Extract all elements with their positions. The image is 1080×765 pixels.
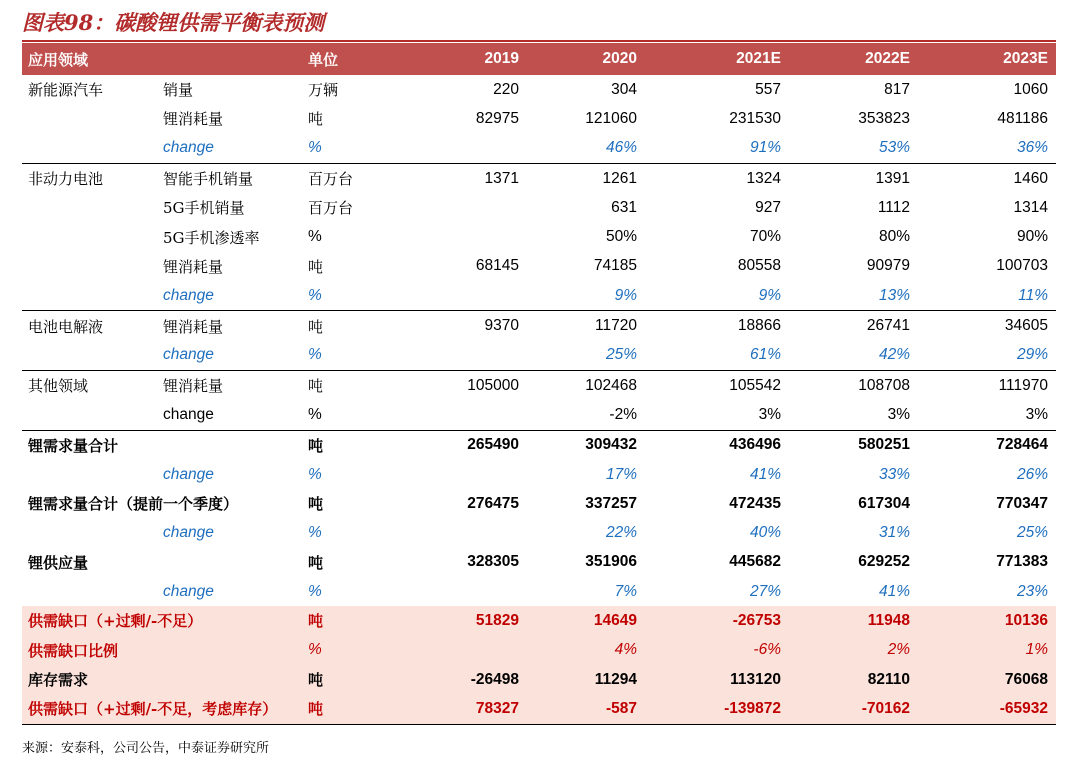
row-group-label xyxy=(22,518,157,547)
row-value: 276475 xyxy=(467,494,519,512)
row-value: 7% xyxy=(614,582,637,600)
row-unit: % xyxy=(308,582,322,600)
row-item-label: change xyxy=(163,524,214,542)
title-rule xyxy=(22,40,1056,42)
row-value: 1261 xyxy=(527,163,645,193)
row-value: 11294 xyxy=(527,665,645,694)
row-unit: 吨 xyxy=(302,430,395,460)
row-value: 2% xyxy=(789,636,918,665)
row-item-label: 智能手机销量 xyxy=(157,163,302,193)
row-item-label: 锂消耗量 xyxy=(163,257,224,276)
row-item-label: 锂消耗量 xyxy=(163,110,224,129)
row-value: 328305 xyxy=(467,553,519,571)
row-item-label: change xyxy=(163,405,214,423)
row-item-label: 销量 xyxy=(163,81,194,100)
row-value: 34605 xyxy=(918,311,1056,341)
row-value: 80% xyxy=(878,228,910,246)
row-unit: % xyxy=(308,286,322,304)
row-value: 22% xyxy=(605,524,637,542)
table-row xyxy=(22,548,1056,577)
row-value: 1371 xyxy=(395,163,527,193)
table-row xyxy=(22,104,1056,133)
header-unit: 单位 xyxy=(302,43,395,75)
row-value: 74185 xyxy=(593,257,637,275)
row-item-label: 5G手机渗透率 xyxy=(163,228,260,247)
row-value: 70% xyxy=(749,228,781,246)
row-unit: % xyxy=(308,465,322,483)
table-row xyxy=(22,430,1056,460)
table-row xyxy=(22,311,1056,341)
row-value: 351906 xyxy=(585,553,637,571)
row-value: 220 xyxy=(493,80,519,98)
row-value: 11% xyxy=(1018,286,1048,304)
row-unit: 百万台 xyxy=(308,199,354,218)
row-value: 61% xyxy=(749,346,781,364)
row-value: 90979 xyxy=(866,257,910,275)
row-unit: 吨 xyxy=(308,110,324,129)
row-value: 13% xyxy=(878,286,910,304)
row-value: 11948 xyxy=(789,606,918,635)
row-value: 1460 xyxy=(918,163,1056,193)
row-group-label xyxy=(22,104,157,133)
row-unit: 万辆 xyxy=(308,81,339,100)
table-row xyxy=(22,518,1056,547)
row-value: 41% xyxy=(749,465,781,483)
table-row xyxy=(22,606,1056,635)
row-value: 53% xyxy=(878,139,910,157)
row-unit: 吨 xyxy=(302,665,395,694)
table-row xyxy=(22,694,1056,724)
row-value: 76068 xyxy=(918,665,1056,694)
row-group-label xyxy=(22,252,157,281)
row-item-label: change xyxy=(163,139,214,157)
row-group-label: 锂需求量合计（提前一个季度） xyxy=(28,495,239,514)
row-value: 36% xyxy=(1016,139,1048,157)
row-value: 1391 xyxy=(789,163,918,193)
row-group-label: 电池电解液 xyxy=(22,311,157,341)
row-value: 91% xyxy=(749,139,781,157)
row-item-label: change xyxy=(163,286,214,304)
row-value: 9% xyxy=(614,286,637,304)
row-value: 472435 xyxy=(729,494,781,512)
row-value: 26% xyxy=(1016,465,1048,483)
row-value: 51829 xyxy=(395,606,527,635)
row-value: 231530 xyxy=(729,109,781,127)
row-value: 629252 xyxy=(858,553,910,571)
row-value: -65932 xyxy=(918,694,1056,724)
header-item xyxy=(157,43,302,75)
row-value: 50% xyxy=(605,228,637,246)
row-value xyxy=(395,281,527,311)
row-unit: % xyxy=(308,346,322,364)
row-group-label xyxy=(22,222,157,251)
row-value: 3% xyxy=(758,405,781,423)
row-value xyxy=(395,518,527,547)
row-value xyxy=(395,193,527,222)
row-value: 9% xyxy=(758,286,781,304)
row-value: 41% xyxy=(878,582,910,600)
row-group-label: 锂供应量 xyxy=(28,553,89,572)
row-group-label: 供需缺口（+过剩/-不足，考虑库存） xyxy=(22,694,302,724)
table-row xyxy=(22,193,1056,222)
row-value: 31% xyxy=(878,524,910,542)
row-item-label: change xyxy=(163,582,214,600)
row-value xyxy=(395,577,527,606)
table-row xyxy=(22,665,1056,694)
table-header-row xyxy=(22,43,1056,75)
row-item-label: 锂消耗量 xyxy=(157,311,302,341)
row-unit: 吨 xyxy=(302,606,395,635)
row-group-label xyxy=(22,460,157,489)
page-title: 图表98：碳酸锂供需平衡表预测 xyxy=(22,10,325,35)
row-value: -139872 xyxy=(645,694,789,724)
row-value: -70162 xyxy=(789,694,918,724)
header-year: 2022E xyxy=(789,43,918,75)
row-value: 265490 xyxy=(395,430,527,460)
row-group-label xyxy=(22,193,157,222)
table-row xyxy=(22,134,1056,164)
row-unit: % xyxy=(302,636,395,665)
row-value: 1324 xyxy=(645,163,789,193)
row-value: 25% xyxy=(1016,524,1048,542)
table-row xyxy=(22,460,1056,489)
row-value: 10136 xyxy=(918,606,1056,635)
row-value: 82975 xyxy=(475,109,519,127)
row-group-label: 新能源汽车 xyxy=(28,81,104,100)
table-row xyxy=(22,636,1056,665)
supply-demand-table xyxy=(22,43,1056,725)
table-row xyxy=(22,222,1056,251)
row-unit: 吨 xyxy=(302,311,395,341)
row-value: 111970 xyxy=(918,370,1056,400)
row-group-label: 锂需求量合计 xyxy=(22,430,302,460)
row-value: 353823 xyxy=(858,109,910,127)
row-value: 33% xyxy=(878,465,910,483)
row-value: 481186 xyxy=(997,109,1048,127)
row-value: 1112 xyxy=(877,198,910,216)
row-value xyxy=(395,636,527,665)
row-value: 337257 xyxy=(585,494,637,512)
row-unit: 吨 xyxy=(308,553,324,572)
row-value: 42% xyxy=(878,346,910,364)
row-value: 631 xyxy=(611,198,637,216)
row-value: 40% xyxy=(749,524,781,542)
table-row xyxy=(22,252,1056,281)
row-group-label xyxy=(22,577,157,606)
row-group-label xyxy=(22,134,157,164)
row-value xyxy=(395,341,527,371)
row-value: 23% xyxy=(1016,582,1048,600)
row-value: 105542 xyxy=(645,370,789,400)
row-value xyxy=(395,400,527,430)
row-value: 46% xyxy=(605,139,637,157)
row-value: 309432 xyxy=(527,430,645,460)
row-unit: 吨 xyxy=(308,495,324,514)
row-value: 25% xyxy=(605,346,637,364)
row-group-label xyxy=(22,341,157,371)
row-item-label: 5G手机销量 xyxy=(163,199,245,218)
row-value: 105000 xyxy=(395,370,527,400)
row-value: 108708 xyxy=(789,370,918,400)
row-value: 26741 xyxy=(789,311,918,341)
row-value: 817 xyxy=(884,80,910,98)
row-unit: 吨 xyxy=(302,370,395,400)
row-unit: % xyxy=(308,405,322,423)
row-value: 445682 xyxy=(729,553,781,571)
row-value: 100703 xyxy=(996,257,1048,275)
row-value: 580251 xyxy=(789,430,918,460)
row-value: 1060 xyxy=(1013,80,1048,98)
row-value: 3% xyxy=(1025,405,1048,423)
row-value: -26498 xyxy=(395,665,527,694)
row-unit: % xyxy=(308,228,322,246)
row-value: 557 xyxy=(755,80,781,98)
row-group-label: 库存需求 xyxy=(22,665,302,694)
row-unit: 吨 xyxy=(302,694,395,724)
row-group-label xyxy=(22,281,157,311)
row-value: 436496 xyxy=(645,430,789,460)
header-year: 2019 xyxy=(395,43,527,75)
row-value: 29% xyxy=(1016,346,1048,364)
table-row xyxy=(22,341,1056,371)
row-value: -587 xyxy=(527,694,645,724)
row-value xyxy=(395,460,527,489)
row-value: 90% xyxy=(1016,228,1048,246)
row-value: 4% xyxy=(527,636,645,665)
row-value: 102468 xyxy=(527,370,645,400)
row-value: 82110 xyxy=(789,665,918,694)
source-note: 来源：安泰科，公司公告，中泰证券研究所 xyxy=(22,741,270,756)
table-row xyxy=(22,75,1056,104)
header-year: 2021E xyxy=(645,43,789,75)
row-value: -2% xyxy=(609,405,637,423)
header-application: 应用领域 xyxy=(22,43,157,75)
row-value: 14649 xyxy=(527,606,645,635)
row-value: 80558 xyxy=(737,257,781,275)
row-value: 9370 xyxy=(395,311,527,341)
row-value: 304 xyxy=(611,80,637,98)
row-value: 771383 xyxy=(996,553,1048,571)
table-row xyxy=(22,163,1056,193)
row-group-label xyxy=(22,400,157,430)
row-unit: % xyxy=(308,524,322,542)
row-value: 18866 xyxy=(645,311,789,341)
row-value: 770347 xyxy=(996,494,1048,512)
table-row xyxy=(22,577,1056,606)
row-value: 1314 xyxy=(1013,198,1048,216)
header-year: 2020 xyxy=(527,43,645,75)
row-value: 68145 xyxy=(475,257,519,275)
table-row xyxy=(22,489,1056,518)
row-item-label: change xyxy=(163,346,214,364)
row-value: 17% xyxy=(605,465,637,483)
table-row xyxy=(22,281,1056,311)
row-value: -6% xyxy=(645,636,789,665)
row-item-label: 锂消耗量 xyxy=(157,370,302,400)
row-value: 1% xyxy=(918,636,1056,665)
header-year: 2023E xyxy=(918,43,1056,75)
row-unit: 吨 xyxy=(308,257,324,276)
row-value: -26753 xyxy=(645,606,789,635)
row-value xyxy=(395,222,527,251)
row-item-label: change xyxy=(163,465,214,483)
table-row xyxy=(22,370,1056,400)
row-value: 728464 xyxy=(918,430,1056,460)
table-row xyxy=(22,400,1056,430)
row-value: 121060 xyxy=(585,109,637,127)
row-value xyxy=(395,134,527,164)
row-value: 11720 xyxy=(527,311,645,341)
row-group-label: 供需缺口（+过剩/-不足） xyxy=(22,606,302,635)
row-value: 78327 xyxy=(395,694,527,724)
row-group-label: 供需缺口比例 xyxy=(22,636,302,665)
row-group-label: 非动力电池 xyxy=(22,163,157,193)
row-unit: % xyxy=(308,139,322,157)
row-group-label: 其他领域 xyxy=(22,370,157,400)
row-value: 3% xyxy=(887,405,910,423)
row-value: 27% xyxy=(749,582,781,600)
row-value: 617304 xyxy=(858,494,910,512)
row-value: 113120 xyxy=(645,665,789,694)
row-value: 927 xyxy=(755,198,781,216)
row-unit: 百万台 xyxy=(302,163,395,193)
